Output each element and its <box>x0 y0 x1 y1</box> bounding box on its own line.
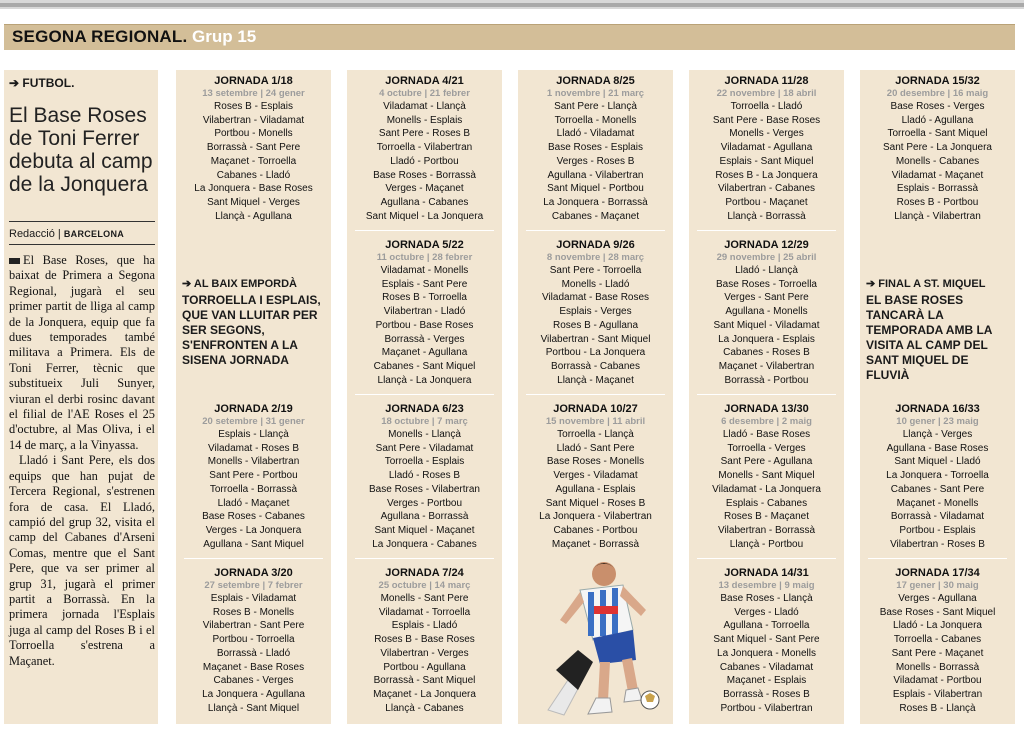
match: Verges - Maçanet <box>385 183 464 195</box>
match: Esplais - Sant Miquel <box>719 155 814 167</box>
match: Vilabertran - Sant Miquel <box>540 333 651 345</box>
match: Sant Miquel - Roses B <box>545 497 646 509</box>
match: Monells - Esplais <box>386 114 463 126</box>
schedule-column-4 <box>689 70 844 724</box>
match: La Jonquera - Monells <box>717 647 816 659</box>
match: Sant Pere - Torroella <box>549 265 642 276</box>
match: Lladó - Base Roses <box>722 429 811 440</box>
section-title: SEGONA REGIONAL. <box>12 27 188 46</box>
jornada-block <box>860 75 1015 223</box>
match: Portbou - Agullana <box>383 661 466 673</box>
schedule-column-5 <box>860 70 1015 724</box>
match: Monells - Cabanes <box>895 155 980 167</box>
match: Sant Pere - Portbou <box>209 470 298 482</box>
jornada-block <box>347 403 502 551</box>
jornada-dates: 22 novembre | 18 abril <box>716 88 817 99</box>
jornada-title: JORNADA 4/21 <box>385 75 464 87</box>
match: Roses B - Esplais <box>214 101 293 112</box>
match: Lladó - La Jonquera <box>893 620 982 632</box>
match: Viladamat - Portbou <box>893 675 982 687</box>
match: Llançà - Borrassà <box>727 210 806 222</box>
match: Borrassà - Verges <box>384 333 465 345</box>
match: Vilabertran - Verges <box>380 647 469 659</box>
jornada-block <box>689 403 844 551</box>
match: Maçanet - Monells <box>896 497 979 509</box>
match: Sant Pere - La Jonquera <box>883 142 992 154</box>
match: Viladamat - Monells <box>380 265 469 276</box>
divider <box>526 230 665 231</box>
jornada-title: JORNADA 16/33 <box>895 403 980 415</box>
match: Torroella - Monells <box>554 114 637 126</box>
match: Verges - Lladó <box>734 606 799 618</box>
match: Viladamat - Llançà <box>383 101 466 112</box>
match: Cabanes - Portbou <box>553 524 638 536</box>
jornada-title: JORNADA 14/31 <box>724 567 809 579</box>
match: Cabanes - Sant Pere <box>890 483 985 495</box>
match: Cabanes - Sant Miquel <box>373 360 476 372</box>
article-paragraph: Lladó i Sant Pere, els dos equips que han pujat de Tercera Regional, s'estrenen fora de casa. El Lladó, campió del grup 32, visita el camp del Cabanes d'Arseni Comas, mentre que el Sant Pere, que va ser primer al grup 31, jugarà el primer partit a Borrassà. En la primera jornada l'Esplais juga al camp del Roses B i el Torroella s'estrena a Maçanet. <box>9 453 155 668</box>
jornada-title: JORNADA 8/25 <box>556 75 635 87</box>
match: Agullana - Base Roses <box>886 442 989 454</box>
sidebox-text: EL BASE ROSES TANCARÀ LA TEMPORADA AMB LA VISITA AL CAMP DEL SANT MIQUEL DE FLUVIÀ <box>866 293 992 382</box>
top-rule <box>0 0 1024 9</box>
match: Monells - Sant Miquel <box>718 470 815 482</box>
player-photo <box>538 550 668 720</box>
match: Roses B - La Jonquera <box>715 169 818 181</box>
match: Torroella - Borrassà <box>209 483 298 495</box>
sidebox-final <box>866 277 1014 383</box>
jornada-block <box>176 75 331 223</box>
match: Vilabertran - Viladamat <box>202 114 305 126</box>
jornada-title: JORNADA 1/18 <box>214 75 293 87</box>
match: Monells - Lladó <box>561 278 630 290</box>
match: Viladamat - Roses B <box>208 442 299 454</box>
match: Roses B - Torroella <box>382 292 467 304</box>
match: Cabanes - Roses B <box>723 347 810 359</box>
jornada-block <box>518 75 673 223</box>
match: Monells - Borrassà <box>895 661 980 673</box>
jornada-block <box>518 239 673 387</box>
byline-place: BARCELONA <box>63 229 125 239</box>
match: Esplais - Lladó <box>391 620 458 632</box>
jornada-title: JORNADA 2/19 <box>214 403 293 415</box>
match: Portbou - Monells <box>214 128 293 140</box>
jornada-title: JORNADA 11/28 <box>724 75 809 87</box>
match: La Jonquera - Agullana <box>202 688 305 700</box>
match: Maçanet - Base Roses <box>202 661 305 673</box>
match: Torroella - Esplais <box>384 456 465 468</box>
divider <box>697 558 836 559</box>
match: Portbou - Base Roses <box>375 319 474 331</box>
jornada-block <box>176 403 331 551</box>
jornada-block <box>347 75 502 223</box>
divider <box>355 558 494 559</box>
match: Torroella - Llançà <box>557 429 634 440</box>
divider <box>868 558 1007 559</box>
match: Base Roses - Verges <box>890 101 985 112</box>
match: Esplais - Cabanes <box>725 497 808 509</box>
match: Maçanet - Esplais <box>726 675 807 687</box>
match: La Jonquera - Esplais <box>718 333 815 345</box>
match: Maçanet - Borrassà <box>551 538 640 550</box>
match: Agullana - Torroella <box>723 620 810 632</box>
article-paragraph: El Base Roses, que ha baixat de Primera a Segona Regional, jugarà el seu primer partit de lliga al camp de la Jonquera, equip que fa dues temporades també militava a Primera. Els de Toni Ferrer, tècnic que substitueix Juli Sunyer, viuran el derbi rosinc davant el filial de l'AE Roses el 25 d'octubre, al Mas Oliva, i el 14 de març, a la Vinyassa. <box>9 253 155 452</box>
divider <box>9 221 155 222</box>
match: Cabanes - Verges <box>213 675 294 687</box>
jornada-dates: 20 setembre | 31 gener <box>202 416 305 427</box>
match: Esplais - Vilabertran <box>892 688 983 700</box>
schedule-column-3 <box>518 70 673 724</box>
jornada-dates: 27 setembre | 7 febrer <box>204 580 303 591</box>
jornada-block <box>176 567 331 715</box>
section-header <box>4 24 1015 50</box>
match: Llançà - Agullana <box>215 210 292 222</box>
match: Llançà - Sant Miquel <box>207 702 300 714</box>
jornada-title: JORNADA 13/30 <box>724 403 809 415</box>
match: Base Roses - Sant Miquel <box>879 606 996 618</box>
divider <box>9 244 155 245</box>
article-headline: El Base Roses de Toni Ferrer debuta al camp de la Jonquera <box>9 104 153 196</box>
match: Roses B - Maçanet <box>723 511 810 523</box>
match: Agullana - Sant Miquel <box>203 538 304 550</box>
match: Viladamat - Base Roses <box>541 292 650 304</box>
match: Borrassà - Portbou <box>724 374 809 386</box>
match: La Jonquera - Borrassà <box>543 196 648 208</box>
match: Roses B - Portbou <box>896 196 979 208</box>
match: Lladó - Sant Pere <box>556 442 635 454</box>
match: Esplais - Sant Pere <box>381 278 468 290</box>
jornada-title: JORNADA 5/22 <box>385 239 464 251</box>
match: Portbou - La Jonquera <box>545 347 646 359</box>
match: Agullana - Esplais <box>555 483 636 495</box>
match: Base Roses - Cabanes <box>202 511 305 523</box>
match: Cabanes - Maçanet <box>551 210 640 222</box>
match: La Jonquera - Vilabertran <box>539 511 652 523</box>
sidebox-baix-emporda <box>182 277 330 368</box>
match: Sant Miquel - Portbou <box>547 183 644 195</box>
match: Viladamat - Agullana <box>720 142 813 154</box>
match: Borrassà - Roses B <box>723 688 810 700</box>
jornada-dates: 29 novembre | 25 abril <box>716 252 817 263</box>
jornada-dates: 18 octubre | 7 març <box>381 416 468 427</box>
sidebox-kicker: FINAL A ST. MIQUEL <box>878 278 986 290</box>
match: Verges - La Jonquera <box>205 524 302 536</box>
match: Lladó - Portbou <box>390 155 459 167</box>
match: Viladamat - Torroella <box>378 606 471 618</box>
sidebox-text: TORROELLA I ESPLAIS, QUE VAN LLUITAR PER SER SEGONS, S'ENFRONTEN A LA SISENA JORNADA <box>182 293 321 367</box>
jornada-block <box>518 403 673 551</box>
match: Torroella - Verges <box>727 442 806 454</box>
match: Esplais - Verges <box>559 306 632 318</box>
match: Sant Pere - Llançà <box>554 101 637 112</box>
match: Maçanet - La Jonquera <box>373 688 476 700</box>
match: Cabanes - Viladamat <box>719 661 814 673</box>
match: La Jonquera - Base Roses <box>194 183 313 195</box>
match: Agullana - Cabanes <box>380 196 469 208</box>
jornada-dates: 1 novembre | 21 març <box>546 88 645 99</box>
match: Torroella - Sant Miquel <box>887 128 988 140</box>
match: Portbou - Esplais <box>899 524 976 536</box>
match: Maçanet - Torroella <box>210 155 297 167</box>
match: Agullana - Borrassà <box>380 511 469 523</box>
jornada-block <box>347 567 502 715</box>
match: Sant Pere - Viladamat <box>375 442 474 454</box>
match: Agullana - Vilabertran <box>547 169 644 181</box>
match: Verges - Agullana <box>898 593 977 604</box>
divider <box>355 394 494 395</box>
match: Sant Miquel - Maçanet <box>374 524 475 536</box>
match: Llançà - Verges <box>902 429 973 440</box>
article-body <box>9 253 155 669</box>
jornada-title: JORNADA 3/20 <box>214 567 293 579</box>
jornada-dates: 10 gener | 23 maig <box>896 416 979 427</box>
match: Llançà - La Jonquera <box>377 374 472 386</box>
divider <box>697 394 836 395</box>
match: Monells - Verges <box>729 128 804 140</box>
match: Borrassà - Viladamat <box>890 511 985 523</box>
match: Portbou - Torroella <box>212 634 295 646</box>
section-group: Grup 15 <box>192 27 257 46</box>
match: Sant Miquel - Sant Pere <box>713 634 820 646</box>
match: Portbou - Maçanet <box>725 196 808 208</box>
match: Borrassà - Sant Pere <box>206 142 301 154</box>
match: Sant Pere - Base Roses <box>712 114 821 126</box>
match: Torroella - Lladó <box>730 101 803 112</box>
match: Esplais - Borrassà <box>896 183 979 195</box>
jornada-dates: 11 octubre | 28 febrer <box>376 252 473 263</box>
match: Verges - Roses B <box>556 155 635 167</box>
match: Torroella - Cabanes <box>893 634 982 646</box>
arrow-icon: ➔ <box>9 76 20 90</box>
match: Viladamat - La Jonquera <box>712 483 821 495</box>
byline: Redacció | BARCELONA <box>9 228 125 240</box>
article-kicker: ➔ FUTBOL. <box>9 76 75 90</box>
match: Lladó - Roses B <box>388 470 461 482</box>
match: Lladó - Agullana <box>901 114 974 126</box>
match: Borrassà - Sant Miquel <box>373 675 476 687</box>
match: Base Roses - Esplais <box>547 142 644 154</box>
jornada-block <box>689 75 844 223</box>
jornada-title: JORNADA 12/29 <box>724 239 809 251</box>
match: Verges - Portbou <box>386 497 463 509</box>
match: Monells - Vilabertran <box>207 456 300 468</box>
match: Roses B - Base Roses <box>374 634 475 646</box>
match: Viladamat - Maçanet <box>891 169 984 181</box>
jornada-title: JORNADA 9/26 <box>556 239 635 251</box>
jornada-dates: 13 desembre | 9 maig <box>718 580 815 591</box>
match: Llançà - Cabanes <box>385 702 464 714</box>
jornada-dates: 20 desembre | 16 maig <box>886 88 989 99</box>
jornada-block <box>689 239 844 387</box>
divider <box>697 230 836 231</box>
byline-author: Redacció <box>9 228 55 240</box>
match: Agullana - Monells <box>725 306 808 318</box>
match: Maçanet - Agullana <box>381 347 468 359</box>
jornada-title: JORNADA 17/34 <box>895 567 980 579</box>
match: Llançà - Vilabertran <box>894 210 981 222</box>
jornada-block <box>347 239 502 387</box>
jornada-dates: 25 octubre | 14 març <box>378 580 471 591</box>
divider <box>526 394 665 395</box>
match: Base Roses - Llançà <box>720 593 813 604</box>
jornada-block <box>860 403 1015 551</box>
jornada-title: JORNADA 6/23 <box>385 403 464 415</box>
match: Portbou - Vilabertran <box>720 702 813 714</box>
match: Sant Pere - Agullana <box>720 456 813 468</box>
match: Monells - Sant Pere <box>380 593 469 604</box>
square-bullet-icon <box>9 258 20 264</box>
jornada-dates: 4 octubre | 21 febrer <box>379 88 470 99</box>
match: Sant Miquel - Lladó <box>894 456 981 468</box>
match: Sant Miquel - Verges <box>207 196 300 208</box>
match: Lladó - Maçanet <box>217 497 290 509</box>
match: Sant Pere - Roses B <box>378 128 471 140</box>
match: Roses B - Agullana <box>552 319 639 331</box>
match: Vilabertran - Borrassà <box>717 524 816 536</box>
sidebox-kicker: AL BAIX EMPORDÀ <box>193 278 297 290</box>
match: Borrassà - Cabanes <box>551 360 640 372</box>
match: Llançà - Maçanet <box>557 374 634 386</box>
match: Torroella - Vilabertran <box>376 142 473 154</box>
match: Maçanet - Vilabertran <box>718 360 815 372</box>
arrow-icon: ➔ <box>866 278 876 290</box>
divider <box>184 558 323 559</box>
match: La Jonquera - Torroella <box>886 470 989 482</box>
match: Vilabertran - Cabanes <box>717 183 816 195</box>
arrow-icon: ➔ <box>182 278 192 290</box>
match: Sant Miquel - Viladamat <box>713 319 820 331</box>
jornada-dates: 15 novembre | 11 abril <box>545 416 646 427</box>
jornada-title: JORNADA 10/27 <box>553 403 638 415</box>
match: Borrassà - Lladó <box>216 647 291 659</box>
jornada-dates: 13 setembre | 24 gener <box>202 88 305 99</box>
match: Lladó - Llançà <box>735 265 798 276</box>
match: Esplais - Viladamat <box>210 593 297 604</box>
match: La Jonquera - Cabanes <box>372 538 477 550</box>
match: Sant Pere - Maçanet <box>891 647 984 659</box>
jornada-title: JORNADA 15/32 <box>895 75 980 87</box>
match: Base Roses - Monells <box>546 456 645 468</box>
match: Vilabertran - Sant Pere <box>202 620 305 632</box>
jornada-dates: 6 desembre | 2 maig <box>721 416 812 427</box>
jornada-block <box>860 567 1015 715</box>
match: Base Roses - Torroella <box>716 278 817 290</box>
jornada-dates: 17 gener | 30 maig <box>896 580 979 591</box>
match: Lladó - Viladamat <box>556 128 635 140</box>
jornada-title: JORNADA 7/24 <box>385 567 464 579</box>
match: Base Roses - Vilabertran <box>369 483 480 495</box>
match: Verges - Sant Pere <box>724 292 809 304</box>
schedule-column-1 <box>176 70 331 724</box>
match: Roses B - Monells <box>212 606 295 618</box>
match: Llançà - Portbou <box>729 538 804 550</box>
article-column <box>4 70 158 724</box>
divider <box>355 230 494 231</box>
match: Verges - Viladamat <box>553 470 638 482</box>
jornada-dates: 8 novembre | 28 març <box>546 252 645 263</box>
match: Vilabertran - Roses B <box>890 538 985 550</box>
match: Monells - Llançà <box>388 429 461 440</box>
jornada-block <box>689 567 844 715</box>
match: Vilabertran - Lladó <box>383 306 466 318</box>
schedule-column-2 <box>347 70 502 724</box>
match: Sant Miquel - La Jonquera <box>365 210 484 222</box>
match: Esplais - Llançà <box>218 429 289 440</box>
match: Cabanes - Lladó <box>216 169 291 181</box>
match: Roses B - Llançà <box>899 702 976 714</box>
match: Base Roses - Borrassà <box>373 169 476 181</box>
